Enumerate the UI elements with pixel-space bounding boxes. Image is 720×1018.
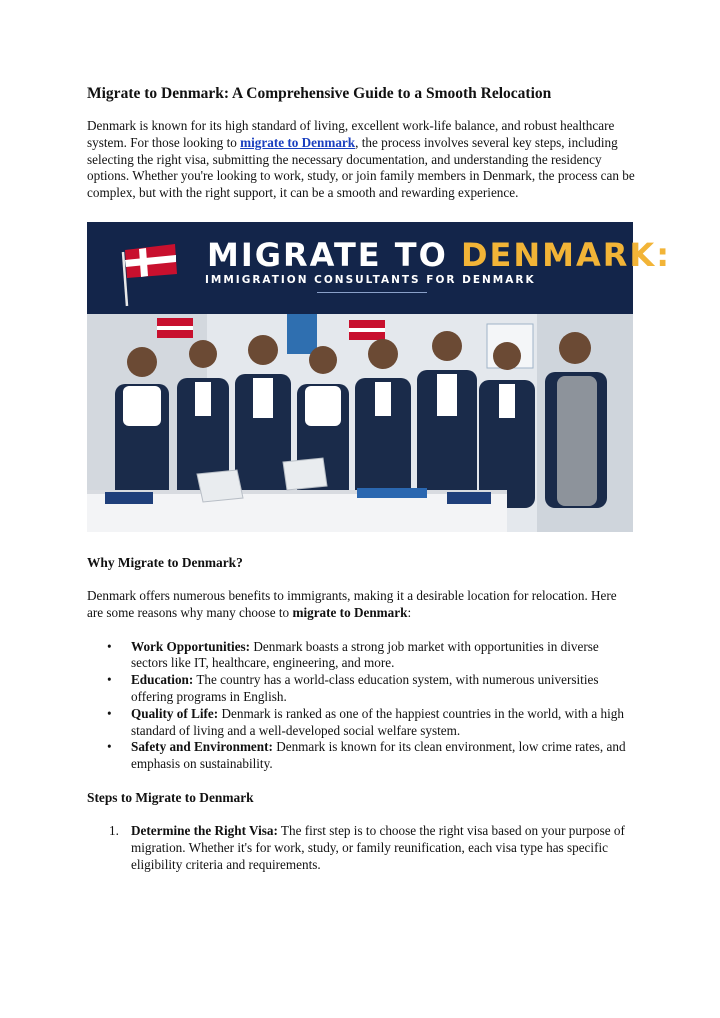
- consultants-photo: [87, 314, 633, 532]
- step-number: 1.: [109, 822, 119, 838]
- benefits-list: [87, 639, 635, 773]
- hero-title-accent: DENMARK:: [460, 235, 671, 274]
- list-item: [87, 639, 635, 673]
- bullet-icon: •: [107, 705, 112, 721]
- list-item-text: Denmark boasts a strong job market with opportunities in diverse sectors like IT, healthcare, engineering, and more.: [131, 638, 599, 671]
- banner-divider: [317, 292, 427, 293]
- bullet-icon: •: [107, 739, 112, 755]
- bullet-icon: •: [107, 638, 112, 654]
- why-intro: [87, 588, 635, 622]
- list-item-text: The country has a world-class education system, with numerous universities offering programs in English.: [131, 672, 599, 704]
- hero-subtitle: IMMIGRATION CONSULTANTS FOR DENMARK: [205, 273, 536, 286]
- document-page: [87, 84, 671, 873]
- list-item-label: Work Opportunities:: [131, 638, 251, 654]
- list-item-label: Safety and Environment:: [131, 739, 273, 755]
- why-intro-text: Denmark offers numerous benefits to immigrants, making it a desirable location for relocation. Here are some reasons why many choose to: [87, 587, 617, 620]
- list-item-label: Education:: [131, 672, 194, 688]
- bullet-icon: •: [107, 672, 112, 688]
- list-item-text: Denmark is known for its clean environment, low crime rates, and emphasis on sustainability.: [131, 739, 626, 772]
- list-item: [87, 672, 635, 706]
- why-intro-bold: migrate to Denmark: [292, 604, 408, 620]
- intro-text-end: , the process involves several key steps, including selecting the right visa, submitting the necessary documentation, and understanding the residency options. Whether you're looking to work, study, or join family members in Denmark, the process can be complex, but with the right support, it can be a smooth and rewarding experience.: [87, 134, 635, 201]
- intro-paragraph: [87, 118, 635, 202]
- list-item: [87, 739, 635, 773]
- steps-list: [87, 823, 635, 873]
- list-item-label: Determine the Right Visa:: [131, 822, 278, 838]
- migrate-to-denmark-link[interactable]: migrate to Denmark: [240, 134, 356, 150]
- list-item: [87, 706, 635, 740]
- hero-title-white: MIGRATE TO: [207, 235, 461, 274]
- list-item-label: Quality of Life:: [131, 705, 219, 721]
- why-intro-colon: :: [407, 604, 412, 620]
- list-item-text: Denmark is ranked as one of the happiest countries in the world, with a high standard of living and a well-developed social welfare system.: [131, 705, 624, 738]
- hero-banner: [87, 222, 671, 314]
- why-heading: Why Migrate to Denmark?: [87, 554, 243, 570]
- page-title: Migrate to Denmark: A Comprehensive Guide to a Smooth Relocation: [87, 85, 552, 102]
- hero-image: [87, 222, 671, 532]
- steps-heading: Steps to Migrate to Denmark: [87, 789, 254, 805]
- hero-title: [207, 236, 671, 274]
- intro-text-start: Denmark is known for its high standard of living, excellent work-life balance, and robust healthcare system. For those looking to: [87, 118, 615, 150]
- list-item-text: The first step is to choose the right visa based on your purpose of migration. Whether it's for work, study, or family reunification, each visa type has specific eligibility criteria and requirements.: [131, 822, 625, 872]
- list-item: [87, 823, 635, 873]
